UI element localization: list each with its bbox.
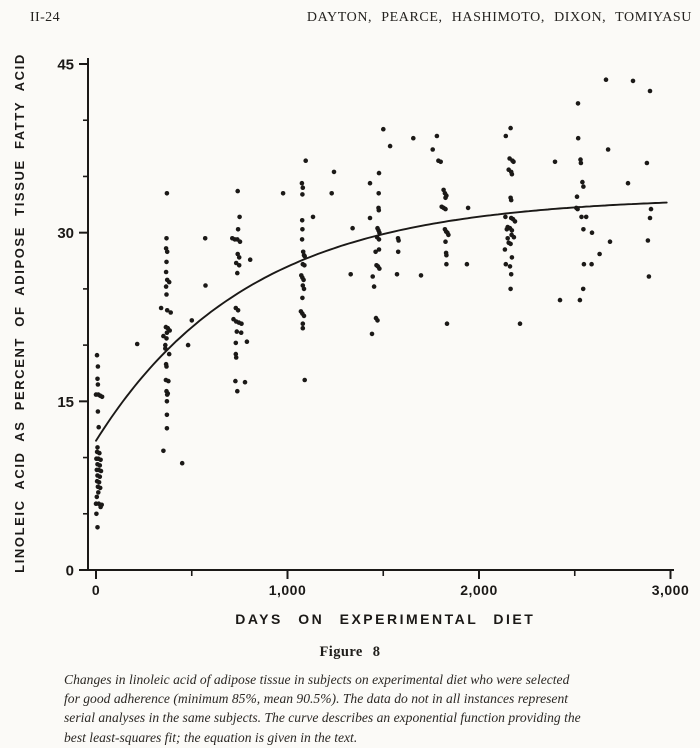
plot-points [94, 77, 654, 529]
caption-line: serial analyses in the same subjects. The curve describes an exponential function providing the [64, 710, 581, 726]
svg-text:3,000: 3,000 [651, 582, 690, 598]
svg-text:2,000: 2,000 [460, 582, 498, 598]
figure-caption-block [0, 644, 700, 747]
fit-curve [96, 203, 667, 441]
running-head [30, 10, 692, 26]
svg-text:45: 45 [57, 56, 74, 74]
svg-text:DAYS ON EXPERIMENTAL DIET: DAYS ON EXPERIMENTAL DIET [235, 611, 536, 627]
plot-labels [12, 53, 689, 627]
svg-text:0: 0 [91, 582, 101, 598]
figure-caption [64, 670, 636, 747]
page-number: II-24 [30, 10, 60, 25]
svg-text:LINOLEIC ACID AS PERCENT OF AD: LINOLEIC ACID AS PERCENT OF ADIPOSE TISSUE FATTY ACID [12, 53, 27, 573]
svg-text:30: 30 [57, 225, 74, 243]
authors-line: DAYTON, PEARCE, HASHIMOTO, DIXON, TOMIYASU [306, 10, 692, 25]
caption-line: best least-squares fit; the equation is given in the text. [64, 729, 358, 745]
figure-label: Figure 8 [319, 644, 381, 660]
svg-text:1,000: 1,000 [268, 582, 307, 598]
caption-line: for good adherence (minimum 85%, mean 90.5%). The data do not in all instances represent [64, 691, 569, 707]
caption-line: Changes in linoleic acid of adipose tissue in subjects on experimental diet who were selected [64, 672, 570, 687]
svg-text:0: 0 [65, 562, 74, 580]
svg-text:15: 15 [57, 393, 74, 411]
